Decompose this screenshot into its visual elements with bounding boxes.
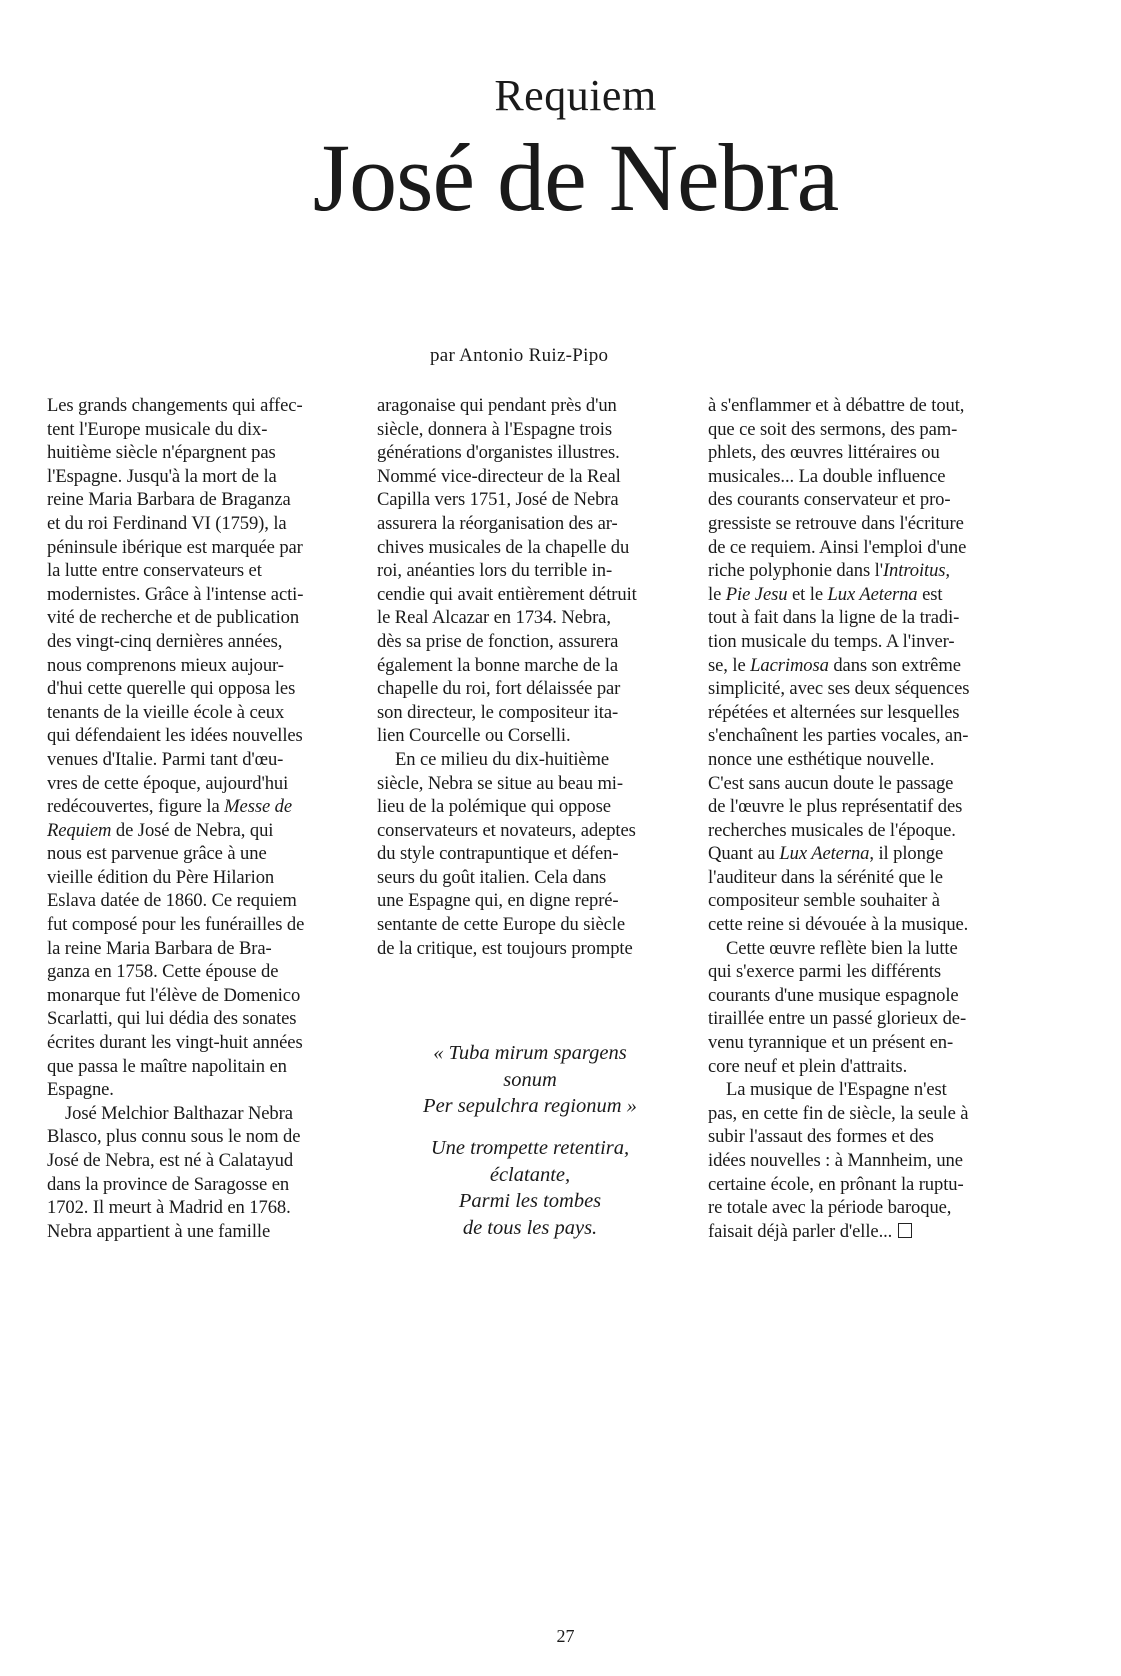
text-line: sentante de cette Europe du siècle [377,914,626,936]
text-line: chapelle du roi, fort délaissée par [377,678,621,700]
text-line: des courants conservateur et pro- [708,489,951,511]
text-line: reine Maria Barbara de Braganza [47,489,291,511]
text-line: conservateurs et novateurs, adeptes [377,819,636,841]
text-line: siècle, donnera à l'Espagne trois [377,418,612,440]
text-line: pas, en cette fin de siècle, la seule à [708,1102,969,1124]
text-line: tenants de la vieille école à ceux [47,701,285,723]
text-line: simplicité, avec ses deux séquences [708,678,970,700]
text-line: vité de recherche et de publication [47,607,300,629]
text-column-3 [708,394,1013,1243]
text-line: également la bonne marche de la [377,654,619,676]
text-line: la reine Maria Barbara de Bra- [47,937,272,959]
text-line: l'Espagne. Jusqu'à la mort de la [47,465,277,487]
verse-latin [380,1040,680,1120]
text-column-1 [47,394,352,1243]
text-line: la lutte entre conservateurs et [47,560,262,582]
text-line: recherches musicales de l'époque. [708,819,956,841]
text-line: Requiem de José de Nebra, qui [47,819,274,841]
text-line: lien Courcelle ou Corselli. [377,725,571,747]
text-line: Scarlatti, qui lui dédia des sonates [47,1008,297,1030]
text-line: le Pie Jesu et le Lux Aeterna est [708,583,943,605]
text-line: certaine école, en prônant la ruptu- [708,1173,964,1195]
text-line: d'hui cette querelle qui opposa les [47,678,296,700]
text-line: de l'œuvre le plus représentatif des [708,796,963,818]
text-line: musicales... La double influence [708,465,946,487]
verse-line: de tous les pays. [462,1216,598,1239]
text-line: péninsule ibérique est marquée par [47,536,303,558]
verse-line: éclatante, [489,1163,571,1186]
text-line: Quant au Lux Aeterna, il plonge [708,843,944,865]
text-line: redécouvertes, figure la Messe de [47,796,293,818]
page-title: José de Nebra [312,124,839,231]
text-line: faisait déjà parler d'elle... [708,1220,1013,1244]
text-line: de la critique, est toujours prompte [377,937,633,959]
text-line: l'auditeur dans la sérénité que le [708,866,943,888]
text-line: subir l'assaut des formes et des [708,1126,934,1148]
verse-line: « Tuba mirum spargens [433,1042,627,1064]
text-line: une Espagne qui, en digne repré- [377,890,619,912]
verse-line: Per sepulchra regionum » [423,1095,637,1117]
text-line: qui s'exerce parmi les différents [708,961,942,983]
text-line: dans la province de Saragosse en [47,1173,290,1195]
text-line: assurera la réorganisation des ar- [377,512,618,534]
text-line: venu tyrannique et un présent en- [708,1032,954,1054]
verse-line: Parmi les tombes [458,1190,602,1212]
text-line: Eslava datée de 1860. Ce requiem [47,890,297,912]
text-line: siècle, Nebra se situe au beau mi- [377,772,623,794]
text-line: core neuf et plein d'attraits. [708,1055,908,1077]
text-line: répétées et alternées sur lesquelles [708,701,960,723]
text-line: monarque fut l'élève de Domenico [47,984,301,1006]
text-line: à s'enflammer et à débattre de tout, [708,395,965,416]
text-line: roi, anéanties lors du terrible in- [377,560,613,582]
text-line: C'est sans aucun doute le passage [708,772,954,794]
text-line: Les grands changements qui affec- [47,395,303,416]
text-line: fut composé pour les funérailles de [47,914,305,936]
text-line: modernistes. Grâce à l'intense acti- [47,583,304,605]
text-line: phlets, des œuvres littéraires ou [708,442,940,464]
text-line: 1702. Il meurt à Madrid en 1768. [47,1197,291,1219]
text-line: que ce soit des sermons, des pam- [708,418,958,440]
text-line: vieille édition du Père Hilarion [47,866,275,888]
text-line: re totale avec la période baroque, [708,1197,952,1219]
text-line: Nebra appartient à une famille [47,1220,271,1242]
text-line: courants d'une musique espagnole [708,984,959,1006]
text-line: de ce requiem. Ainsi l'emploi d'une [708,536,967,558]
text-line: générations d'organistes illustres. [377,442,620,464]
text-line: José de Nebra, est né à Calatayud [47,1150,294,1171]
text-line: cette reine si dévouée à la musique. [708,914,969,936]
verse-line: sonum [503,1068,557,1091]
text-line: gressiste se retrouve dans l'écriture [708,512,964,534]
text-line: se, le Lacrimosa dans son extrême [708,654,961,676]
text-line: et du roi Ferdinand VI (1759), la [47,512,287,534]
text-line: cendie qui avait entièrement détruit [377,583,637,605]
text-line: Capilla vers 1751, José de Nebra [377,489,619,511]
text-line: Espagne. [47,1079,114,1101]
text-line: tout à fait dans la ligne de la tradi- [708,607,960,629]
text-column-2 [377,394,682,960]
text-line: tent l'Europe musicale du dix- [47,418,268,440]
text-line: son directeur, le compositeur ita- [377,701,619,723]
text-line: s'enchaînent les parties vocales, an- [708,725,969,747]
text-line: aragonaise qui pendant près d'un [377,395,617,416]
text-line: ganza en 1758. Cette épouse de [47,961,279,983]
text-line: La musique de l'Espagne n'est [726,1079,947,1101]
text-line: venues d'Italie. Parmi tant d'œu- [47,748,284,770]
text-line: idées nouvelles : à Mannheim, une [708,1150,963,1171]
text-line: Cette œuvre reflète bien la lutte [726,937,958,959]
text-line: nous est parvenue grâce à une [47,843,267,865]
text-line: José Melchior Balthazar Nebra [65,1102,293,1124]
text-line: que passa le maître napolitain en [47,1055,287,1077]
text-line: qui défendaient les idées nouvelles [47,725,303,747]
text-line: En ce milieu du dix-huitième [395,748,610,770]
byline: par Antonio Ruiz-Pipo [430,345,609,366]
text-line: seurs du goût italien. Cela dans [377,866,607,888]
end-mark-icon [898,1223,912,1238]
page-number: 27 [556,1626,575,1646]
text-line: compositeur semble souhaiter à [708,890,940,912]
verse-french [380,1135,680,1241]
text-line: riche polyphonie dans l'Introitus, [708,560,950,582]
text-line: chives musicales de la chapelle du [377,536,630,558]
text-line: des vingt-cinq dernières années, [47,630,283,652]
text-line: le Real Alcazar en 1734. Nebra, [377,607,611,629]
verse-line: Une trompette retentira, [430,1137,630,1159]
text-line: huitième siècle n'épargnent pas [47,442,276,464]
text-line: nous comprenons mieux aujour- [47,654,284,676]
text-line: tion musicale du temps. A l'inver- [708,630,955,652]
text-line: vres de cette époque, aujourd'hui [47,772,289,794]
text-line: nonce une esthétique nouvelle. [708,748,935,770]
text-line: dès sa prise de fonction, assurera [377,630,619,652]
kicker-title: Requiem [494,71,657,120]
text-line: du style contrapuntique et défen- [377,843,619,865]
text-line: tiraillée entre un passé glorieux de- [708,1008,967,1030]
text-line: Nommé vice-directeur de la Real [377,465,621,487]
text-line: écrites durant les vingt-huit années [47,1032,303,1054]
text-line: lieu de la polémique qui oppose [377,796,611,818]
text-line: Blasco, plus connu sous le nom de [47,1126,301,1148]
